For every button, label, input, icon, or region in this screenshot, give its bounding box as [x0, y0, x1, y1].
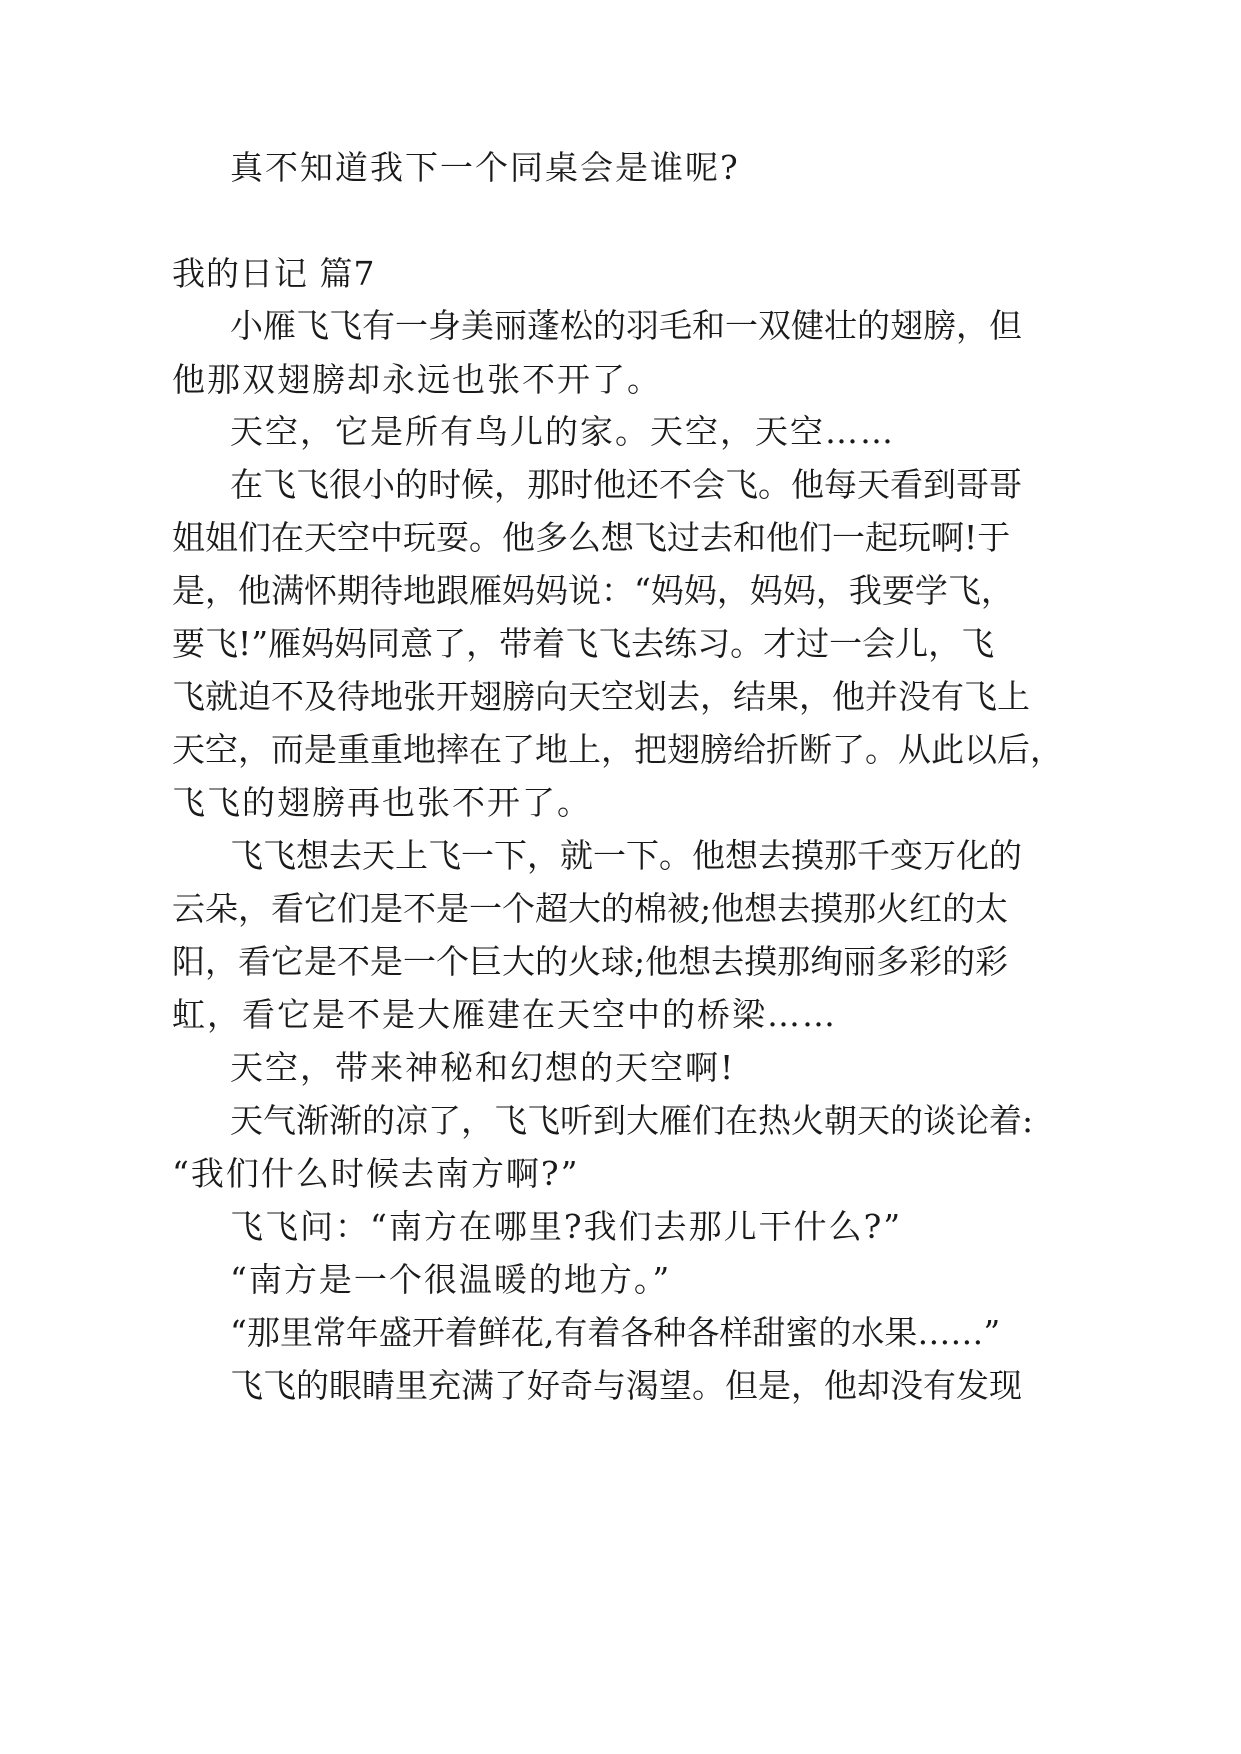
paragraph-line: 天空，它是所有鸟儿的家。天空，天空…… [230, 412, 895, 451]
paragraph-line: 是，他满怀期待地跟雁妈妈说：“妈妈，妈妈，我要学飞， [172, 571, 1014, 610]
paragraph-line: 飞就迫不及待地张开翅膀向天空划去，结果，他并没有飞上 [172, 677, 1030, 716]
paragraph-line: 阳，看它是不是一个巨大的火球;他想去摸那绚丽多彩的彩 [172, 942, 1009, 981]
paragraph-line: 飞飞的翅膀再也张不开了。 [172, 783, 592, 822]
paragraph-line: 虹，看它是不是大雁建在天空中的桥梁…… [172, 995, 837, 1034]
paragraph-line: 飞飞的眼睛里充满了好奇与渴望。但是，他却没有发现 [230, 1366, 1022, 1405]
paragraph-line: 天空，而是重重地摔在了地上，把翅膀给折断了。从此以后， [172, 730, 1063, 769]
paragraph-line: 姐姐们在天空中玩耍。他多么想飞过去和他们一起玩啊!于 [172, 518, 1011, 557]
paragraph-line: “我们什么时候去南方啊?” [172, 1154, 580, 1193]
paragraph-line: “那里常年盛开着鲜花,有着各种各样甜蜜的水果……” [230, 1313, 1001, 1352]
paragraph-line: 云朵，看它们是不是一个超大的棉被;他想去摸那火红的太 [172, 889, 1009, 928]
paragraph-line: 飞飞问：“南方在哪里?我们去那儿干什么?” [230, 1207, 903, 1246]
paragraph-line: 在飞飞很小的时候，那时他还不会飞。他每天看到哥哥 [230, 465, 1022, 504]
paragraph-line: 天气渐渐的凉了，飞飞听到大雁们在热火朝天的谈论着: [230, 1101, 1034, 1140]
paragraph-line: 他那双翅膀却永远也张不开了。 [172, 360, 662, 399]
paragraph-line: 要飞!”雁妈妈同意了，带着飞飞去练习。才过一会儿，飞 [172, 624, 995, 663]
paragraph-line: “南方是一个很温暖的地方。” [230, 1260, 672, 1299]
section-heading: 我的日记 篇7 [172, 254, 376, 293]
text-line: 真不知道我下一个同桌会是谁呢? [230, 148, 740, 187]
paragraph-line: 小雁飞飞有一身美丽蓬松的羽毛和一双健壮的翅膀，但 [230, 306, 1022, 345]
paragraph-line: 天空，带来神秘和幻想的天空啊! [230, 1048, 736, 1087]
paragraph-line: 飞飞想去天上飞一下，就一下。他想去摸那千变万化的 [230, 836, 1022, 875]
